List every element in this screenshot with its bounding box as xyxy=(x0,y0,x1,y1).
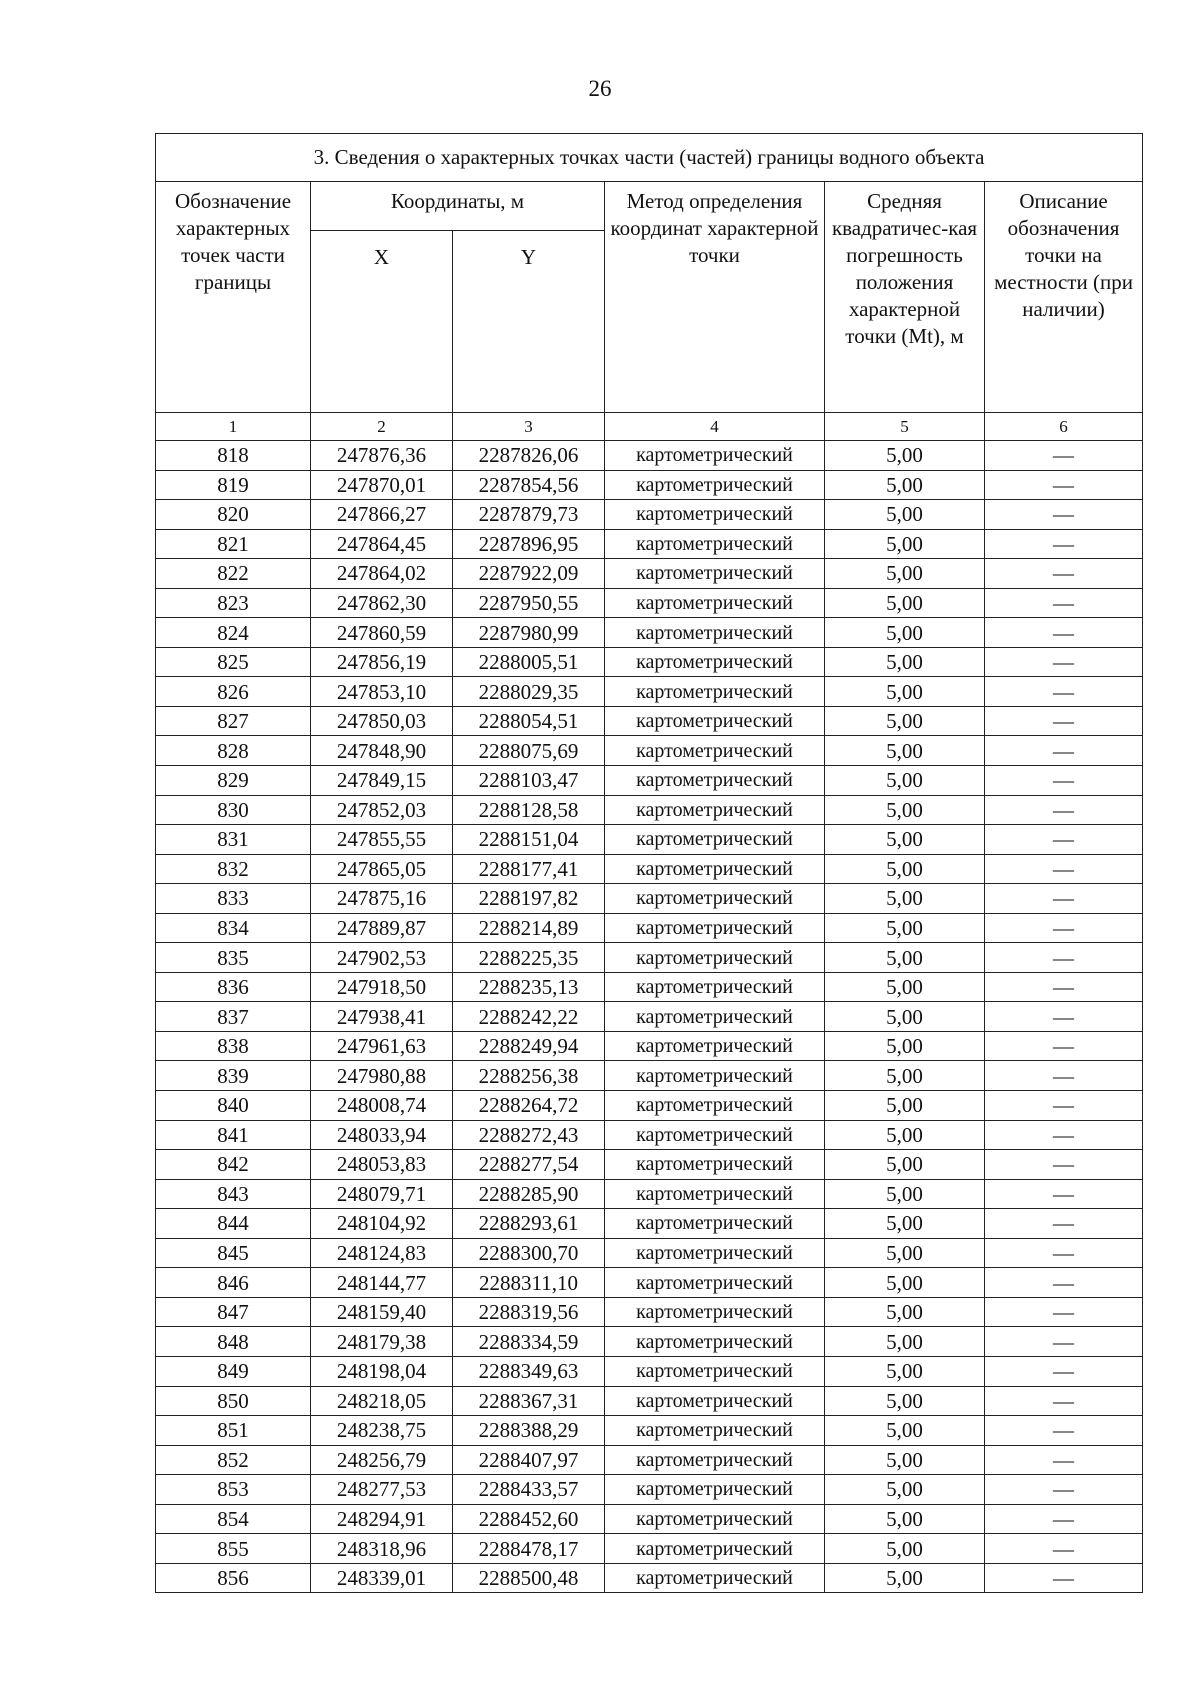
description-cell: — xyxy=(985,972,1143,1002)
description-cell: — xyxy=(985,500,1143,530)
point-cell: 829 xyxy=(156,766,311,796)
description-cell: — xyxy=(985,913,1143,943)
y-cell: 2288177,41 xyxy=(453,854,605,884)
description-cell: — xyxy=(985,1534,1143,1564)
point-cell: 840 xyxy=(156,1091,311,1121)
point-cell: 856 xyxy=(156,1563,311,1593)
error-cell: 5,00 xyxy=(825,1150,985,1180)
table-row xyxy=(156,972,1143,1002)
description-cell: — xyxy=(985,1061,1143,1091)
y-cell: 2288272,43 xyxy=(453,1120,605,1150)
point-cell: 842 xyxy=(156,1150,311,1180)
column-number: 2 xyxy=(311,413,453,441)
y-cell: 2288256,38 xyxy=(453,1061,605,1091)
description-cell: — xyxy=(985,1091,1143,1121)
column-number: 5 xyxy=(825,413,985,441)
y-cell: 2288005,51 xyxy=(453,647,605,677)
x-cell: 248198,04 xyxy=(311,1356,453,1386)
header-method: Метод определения координат характерной точки xyxy=(605,182,825,413)
x-cell: 248294,91 xyxy=(311,1504,453,1534)
point-cell: 835 xyxy=(156,943,311,973)
error-cell: 5,00 xyxy=(825,1061,985,1091)
method-cell: картометрический xyxy=(605,1445,825,1475)
x-cell: 247876,36 xyxy=(311,441,453,471)
x-cell: 247856,19 xyxy=(311,647,453,677)
method-cell: картометрический xyxy=(605,1327,825,1357)
x-cell: 247961,63 xyxy=(311,1031,453,1061)
point-cell: 854 xyxy=(156,1504,311,1534)
table-row xyxy=(156,1091,1143,1121)
description-cell: — xyxy=(985,825,1143,855)
error-cell: 5,00 xyxy=(825,884,985,914)
error-cell: 5,00 xyxy=(825,766,985,796)
description-cell: — xyxy=(985,1475,1143,1505)
y-cell: 2287826,06 xyxy=(453,441,605,471)
y-cell: 2288029,35 xyxy=(453,677,605,707)
y-cell: 2288311,10 xyxy=(453,1268,605,1298)
error-cell: 5,00 xyxy=(825,1563,985,1593)
table-row xyxy=(156,1534,1143,1564)
method-cell: картометрический xyxy=(605,559,825,589)
column-number: 4 xyxy=(605,413,825,441)
y-cell: 2288478,17 xyxy=(453,1534,605,1564)
table-row xyxy=(156,588,1143,618)
error-cell: 5,00 xyxy=(825,1120,985,1150)
method-cell: картометрический xyxy=(605,1061,825,1091)
point-cell: 852 xyxy=(156,1445,311,1475)
y-cell: 2287922,09 xyxy=(453,559,605,589)
x-cell: 248218,05 xyxy=(311,1386,453,1416)
table-row xyxy=(156,1209,1143,1239)
point-cell: 836 xyxy=(156,972,311,1002)
point-cell: 831 xyxy=(156,825,311,855)
table-row xyxy=(156,706,1143,736)
error-cell: 5,00 xyxy=(825,559,985,589)
method-cell: картометрический xyxy=(605,1416,825,1446)
method-cell: картометрический xyxy=(605,766,825,796)
method-cell: картометрический xyxy=(605,529,825,559)
table-row xyxy=(156,1061,1143,1091)
description-cell: — xyxy=(985,1504,1143,1534)
error-cell: 5,00 xyxy=(825,913,985,943)
table-row xyxy=(156,441,1143,471)
error-cell: 5,00 xyxy=(825,1416,985,1446)
description-cell: — xyxy=(985,1209,1143,1239)
x-cell: 248033,94 xyxy=(311,1120,453,1150)
point-cell: 827 xyxy=(156,706,311,736)
point-cell: 838 xyxy=(156,1031,311,1061)
error-cell: 5,00 xyxy=(825,972,985,1002)
method-cell: картометрический xyxy=(605,943,825,973)
point-cell: 828 xyxy=(156,736,311,766)
x-cell: 247866,27 xyxy=(311,500,453,530)
error-cell: 5,00 xyxy=(825,1031,985,1061)
error-cell: 5,00 xyxy=(825,1209,985,1239)
table-row xyxy=(156,470,1143,500)
description-cell: — xyxy=(985,1416,1143,1446)
error-cell: 5,00 xyxy=(825,1504,985,1534)
method-cell: картометрический xyxy=(605,441,825,471)
description-cell: — xyxy=(985,1120,1143,1150)
boundary-points-table xyxy=(155,133,1143,1593)
error-cell: 5,00 xyxy=(825,1327,985,1357)
y-cell: 2288388,29 xyxy=(453,1416,605,1446)
y-cell: 2288103,47 xyxy=(453,766,605,796)
description-cell: — xyxy=(985,1179,1143,1209)
point-cell: 824 xyxy=(156,618,311,648)
y-cell: 2288349,63 xyxy=(453,1356,605,1386)
table-row xyxy=(156,500,1143,530)
error-cell: 5,00 xyxy=(825,736,985,766)
point-cell: 841 xyxy=(156,1120,311,1150)
y-cell: 2288285,90 xyxy=(453,1179,605,1209)
table-row xyxy=(156,647,1143,677)
y-cell: 2288075,69 xyxy=(453,736,605,766)
error-cell: 5,00 xyxy=(825,1356,985,1386)
point-cell: 823 xyxy=(156,588,311,618)
method-cell: картометрический xyxy=(605,1563,825,1593)
point-cell: 820 xyxy=(156,500,311,530)
method-cell: картометрический xyxy=(605,1268,825,1298)
point-cell: 832 xyxy=(156,854,311,884)
table-row xyxy=(156,529,1143,559)
method-cell: картометрический xyxy=(605,588,825,618)
header-designation: Обозначение характерных точек части границы xyxy=(156,182,311,413)
method-cell: картометрический xyxy=(605,1504,825,1534)
error-cell: 5,00 xyxy=(825,1475,985,1505)
error-cell: 5,00 xyxy=(825,943,985,973)
point-cell: 833 xyxy=(156,884,311,914)
error-cell: 5,00 xyxy=(825,500,985,530)
column-number: 1 xyxy=(156,413,311,441)
table-title: 3. Сведения о характерных точках части (частей) границы водного объекта xyxy=(156,134,1143,182)
table-row xyxy=(156,913,1143,943)
method-cell: картометрический xyxy=(605,795,825,825)
y-cell: 2288452,60 xyxy=(453,1504,605,1534)
description-cell: — xyxy=(985,1563,1143,1593)
x-cell: 248104,92 xyxy=(311,1209,453,1239)
method-cell: картометрический xyxy=(605,618,825,648)
x-cell: 248053,83 xyxy=(311,1150,453,1180)
error-cell: 5,00 xyxy=(825,825,985,855)
x-cell: 247865,05 xyxy=(311,854,453,884)
y-cell: 2288249,94 xyxy=(453,1031,605,1061)
description-cell: — xyxy=(985,588,1143,618)
table-row xyxy=(156,943,1143,973)
x-cell: 248318,96 xyxy=(311,1534,453,1564)
x-cell: 247860,59 xyxy=(311,618,453,648)
y-cell: 2287980,99 xyxy=(453,618,605,648)
y-cell: 2288235,13 xyxy=(453,972,605,1002)
y-cell: 2288277,54 xyxy=(453,1150,605,1180)
x-cell: 247980,88 xyxy=(311,1061,453,1091)
method-cell: картометрический xyxy=(605,1002,825,1032)
method-cell: картометрический xyxy=(605,677,825,707)
method-cell: картометрический xyxy=(605,470,825,500)
table-row xyxy=(156,1504,1143,1534)
page-number: 26 xyxy=(588,76,612,101)
x-cell: 247852,03 xyxy=(311,795,453,825)
point-cell: 848 xyxy=(156,1327,311,1357)
description-cell: — xyxy=(985,854,1143,884)
error-cell: 5,00 xyxy=(825,470,985,500)
y-cell: 2288225,35 xyxy=(453,943,605,973)
description-cell: — xyxy=(985,706,1143,736)
method-cell: картометрический xyxy=(605,1120,825,1150)
table-row xyxy=(156,1268,1143,1298)
table-row xyxy=(156,1031,1143,1061)
description-cell: — xyxy=(985,470,1143,500)
error-cell: 5,00 xyxy=(825,647,985,677)
y-cell: 2288407,97 xyxy=(453,1445,605,1475)
y-cell: 2288293,61 xyxy=(453,1209,605,1239)
description-cell: — xyxy=(985,1150,1143,1180)
table-row xyxy=(156,1416,1143,1446)
point-cell: 826 xyxy=(156,677,311,707)
x-cell: 248159,40 xyxy=(311,1297,453,1327)
column-numbers-row xyxy=(156,413,1143,441)
description-cell: — xyxy=(985,736,1143,766)
point-cell: 834 xyxy=(156,913,311,943)
x-cell: 248179,38 xyxy=(311,1327,453,1357)
method-cell: картометрический xyxy=(605,1475,825,1505)
y-cell: 2288264,72 xyxy=(453,1091,605,1121)
point-cell: 839 xyxy=(156,1061,311,1091)
method-cell: картометрический xyxy=(605,913,825,943)
method-cell: картометрический xyxy=(605,1238,825,1268)
x-cell: 247850,03 xyxy=(311,706,453,736)
y-cell: 2288151,04 xyxy=(453,825,605,855)
x-cell: 247862,30 xyxy=(311,588,453,618)
error-cell: 5,00 xyxy=(825,441,985,471)
x-cell: 247855,55 xyxy=(311,825,453,855)
table-row xyxy=(156,1120,1143,1150)
error-cell: 5,00 xyxy=(825,1268,985,1298)
method-cell: картометрический xyxy=(605,1031,825,1061)
y-cell: 2288128,58 xyxy=(453,795,605,825)
description-cell: — xyxy=(985,529,1143,559)
description-cell: — xyxy=(985,943,1143,973)
description-cell: — xyxy=(985,1031,1143,1061)
table-row xyxy=(156,884,1143,914)
x-cell: 247889,87 xyxy=(311,913,453,943)
point-cell: 821 xyxy=(156,529,311,559)
description-cell: — xyxy=(985,441,1143,471)
description-cell: — xyxy=(985,1002,1143,1032)
description-cell: — xyxy=(985,1238,1143,1268)
table-row xyxy=(156,825,1143,855)
description-cell: — xyxy=(985,1356,1143,1386)
point-cell: 847 xyxy=(156,1297,311,1327)
x-cell: 247853,10 xyxy=(311,677,453,707)
error-cell: 5,00 xyxy=(825,706,985,736)
y-cell: 2288319,56 xyxy=(453,1297,605,1327)
error-cell: 5,00 xyxy=(825,1445,985,1475)
y-cell: 2288242,22 xyxy=(453,1002,605,1032)
y-cell: 2287879,73 xyxy=(453,500,605,530)
header-y: Y xyxy=(453,231,605,413)
table-row xyxy=(156,1445,1143,1475)
method-cell: картометрический xyxy=(605,736,825,766)
error-cell: 5,00 xyxy=(825,1091,985,1121)
table-row xyxy=(156,1002,1143,1032)
point-cell: 853 xyxy=(156,1475,311,1505)
table-row xyxy=(156,795,1143,825)
error-cell: 5,00 xyxy=(825,677,985,707)
description-cell: — xyxy=(985,618,1143,648)
table-row xyxy=(156,1179,1143,1209)
x-cell: 247938,41 xyxy=(311,1002,453,1032)
y-cell: 2288367,31 xyxy=(453,1386,605,1416)
point-cell: 845 xyxy=(156,1238,311,1268)
table-row xyxy=(156,1297,1143,1327)
table-body xyxy=(156,441,1143,1593)
x-cell: 248079,71 xyxy=(311,1179,453,1209)
description-cell: — xyxy=(985,766,1143,796)
x-cell: 248144,77 xyxy=(311,1268,453,1298)
point-cell: 844 xyxy=(156,1209,311,1239)
x-cell: 247918,50 xyxy=(311,972,453,1002)
description-cell: — xyxy=(985,647,1143,677)
table-row xyxy=(156,1386,1143,1416)
method-cell: картометрический xyxy=(605,1209,825,1239)
x-cell: 247864,02 xyxy=(311,559,453,589)
error-cell: 5,00 xyxy=(825,854,985,884)
description-cell: — xyxy=(985,1297,1143,1327)
table-row xyxy=(156,1327,1143,1357)
method-cell: картометрический xyxy=(605,1091,825,1121)
description-cell: — xyxy=(985,1386,1143,1416)
y-cell: 2288214,89 xyxy=(453,913,605,943)
table-row xyxy=(156,854,1143,884)
header-description: Описание обозначения точки на местности (при наличии) xyxy=(985,182,1143,413)
y-cell: 2288433,57 xyxy=(453,1475,605,1505)
method-cell: картометрический xyxy=(605,854,825,884)
method-cell: картометрический xyxy=(605,1386,825,1416)
description-cell: — xyxy=(985,677,1143,707)
method-cell: картометрический xyxy=(605,825,825,855)
y-cell: 2287950,55 xyxy=(453,588,605,618)
header-x: X xyxy=(311,231,453,413)
x-cell: 248238,75 xyxy=(311,1416,453,1446)
point-cell: 843 xyxy=(156,1179,311,1209)
x-cell: 248339,01 xyxy=(311,1563,453,1593)
table-row xyxy=(156,1356,1143,1386)
error-cell: 5,00 xyxy=(825,1386,985,1416)
table-row xyxy=(156,1563,1143,1593)
point-cell: 818 xyxy=(156,441,311,471)
table-row xyxy=(156,766,1143,796)
point-cell: 855 xyxy=(156,1534,311,1564)
x-cell: 247849,15 xyxy=(311,766,453,796)
method-cell: картометрический xyxy=(605,500,825,530)
y-cell: 2288300,70 xyxy=(453,1238,605,1268)
method-cell: картометрический xyxy=(605,1534,825,1564)
error-cell: 5,00 xyxy=(825,1238,985,1268)
error-cell: 5,00 xyxy=(825,588,985,618)
x-cell: 247848,90 xyxy=(311,736,453,766)
table-row xyxy=(156,559,1143,589)
x-cell: 248124,83 xyxy=(311,1238,453,1268)
method-cell: картометрический xyxy=(605,1179,825,1209)
description-cell: — xyxy=(985,1327,1143,1357)
error-cell: 5,00 xyxy=(825,529,985,559)
x-cell: 248008,74 xyxy=(311,1091,453,1121)
x-cell: 247875,16 xyxy=(311,884,453,914)
method-cell: картометрический xyxy=(605,1356,825,1386)
error-cell: 5,00 xyxy=(825,1297,985,1327)
x-cell: 248256,79 xyxy=(311,1445,453,1475)
x-cell: 247870,01 xyxy=(311,470,453,500)
method-cell: картометрический xyxy=(605,1150,825,1180)
table-row xyxy=(156,618,1143,648)
table-row xyxy=(156,1475,1143,1505)
x-cell: 248277,53 xyxy=(311,1475,453,1505)
point-cell: 819 xyxy=(156,470,311,500)
y-cell: 2288334,59 xyxy=(453,1327,605,1357)
column-number: 3 xyxy=(453,413,605,441)
column-number: 6 xyxy=(985,413,1143,441)
point-cell: 849 xyxy=(156,1356,311,1386)
table-row xyxy=(156,736,1143,766)
point-cell: 850 xyxy=(156,1386,311,1416)
table-row xyxy=(156,677,1143,707)
description-cell: — xyxy=(985,795,1143,825)
table-row xyxy=(156,1150,1143,1180)
description-cell: — xyxy=(985,884,1143,914)
error-cell: 5,00 xyxy=(825,795,985,825)
method-cell: картометрический xyxy=(605,972,825,1002)
error-cell: 5,00 xyxy=(825,618,985,648)
method-cell: картометрический xyxy=(605,706,825,736)
x-cell: 247864,45 xyxy=(311,529,453,559)
description-cell: — xyxy=(985,1268,1143,1298)
y-cell: 2288500,48 xyxy=(453,1563,605,1593)
description-cell: — xyxy=(985,559,1143,589)
table-row xyxy=(156,1238,1143,1268)
header-error: Средняя квадратичес-кая погрешность положения характерной точки (Mt), м xyxy=(825,182,985,413)
error-cell: 5,00 xyxy=(825,1534,985,1564)
method-cell: картометрический xyxy=(605,1297,825,1327)
method-cell: картометрический xyxy=(605,647,825,677)
description-cell: — xyxy=(985,1445,1143,1475)
point-cell: 837 xyxy=(156,1002,311,1032)
header-coordinates: Координаты, м xyxy=(311,182,605,231)
point-cell: 830 xyxy=(156,795,311,825)
y-cell: 2288197,82 xyxy=(453,884,605,914)
x-cell: 247902,53 xyxy=(311,943,453,973)
error-cell: 5,00 xyxy=(825,1179,985,1209)
method-cell: картометрический xyxy=(605,884,825,914)
y-cell: 2287896,95 xyxy=(453,529,605,559)
error-cell: 5,00 xyxy=(825,1002,985,1032)
point-cell: 822 xyxy=(156,559,311,589)
y-cell: 2288054,51 xyxy=(453,706,605,736)
point-cell: 825 xyxy=(156,647,311,677)
point-cell: 846 xyxy=(156,1268,311,1298)
point-cell: 851 xyxy=(156,1416,311,1446)
y-cell: 2287854,56 xyxy=(453,470,605,500)
